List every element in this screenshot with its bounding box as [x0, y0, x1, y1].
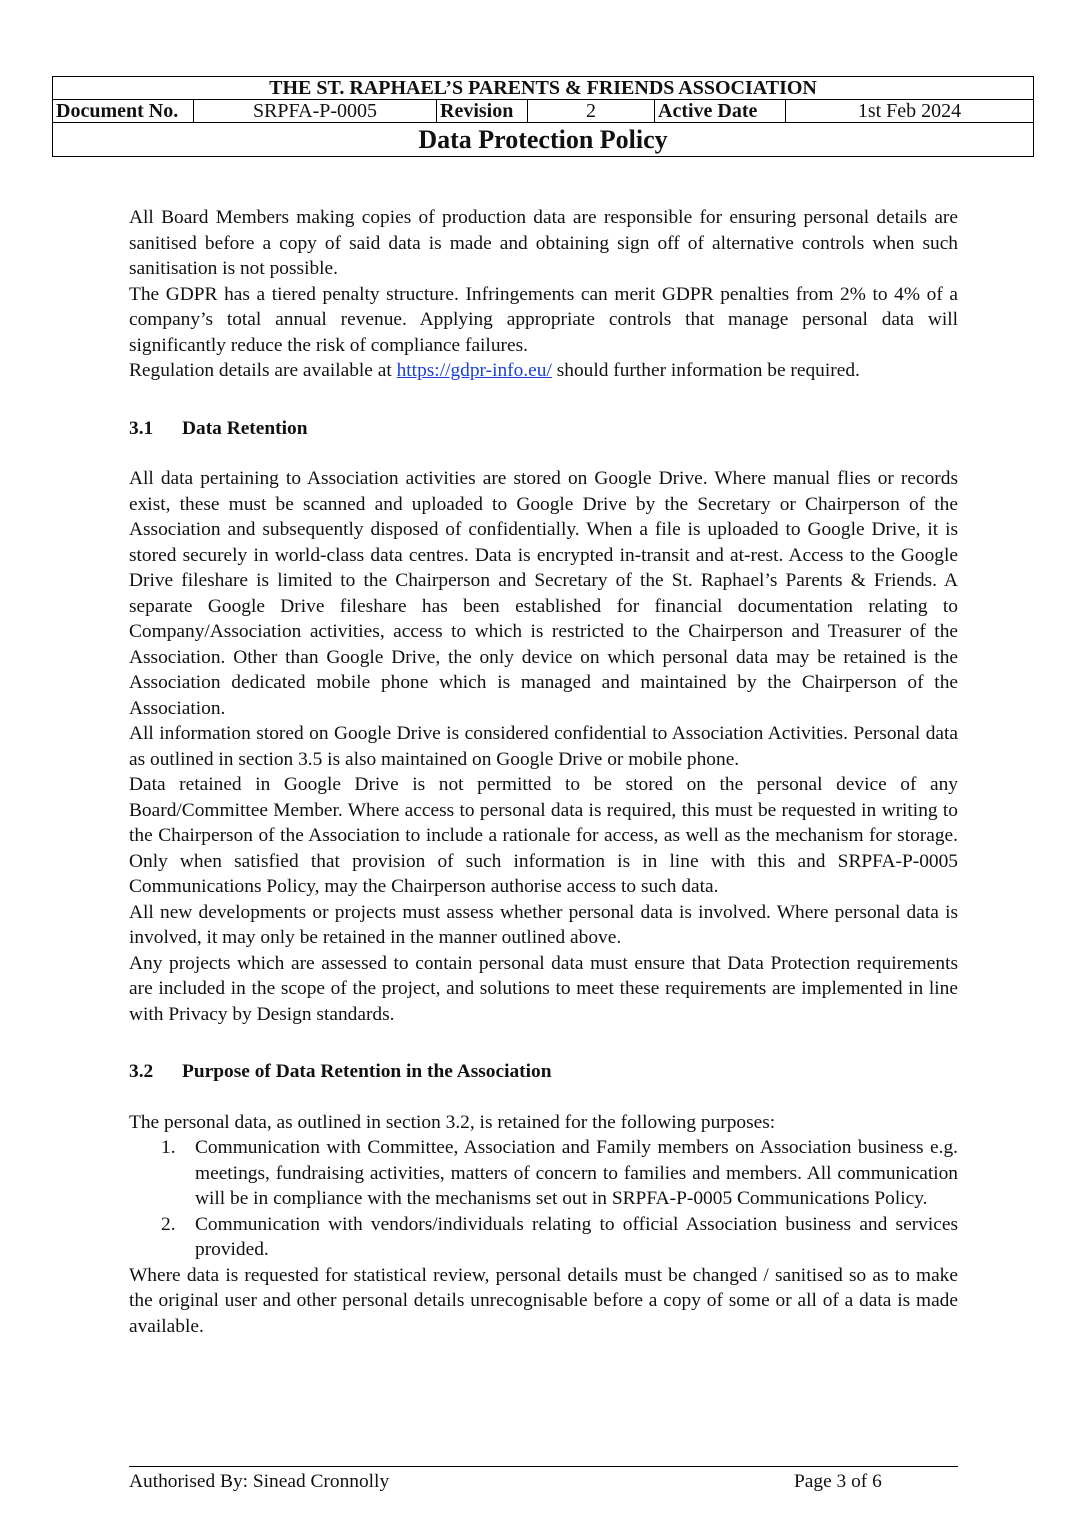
list-item-marker: 2. — [161, 1213, 176, 1235]
section-3-1-number: 3.1 — [129, 417, 154, 439]
footer-divider — [129, 1466, 958, 1467]
document-header-table — [52, 76, 1034, 157]
section-3-2-heading — [129, 1059, 958, 1085]
purpose-list — [129, 1135, 958, 1263]
intro-paragraph-1: All Board Members making copies of production data are responsible for ensuring personal details are sanitised before a copy of said data is made and obtaining sign off of alternative controls when such sanitisation is not possible. — [129, 207, 958, 279]
document-number-label: Document No. — [53, 100, 194, 123]
document-body — [129, 205, 958, 1339]
revision-value: 2 — [528, 100, 655, 123]
section-3-1-title: Data Retention — [182, 417, 308, 439]
document-title: Data Protection Policy — [53, 123, 1034, 157]
retention-paragraph-3: Data retained in Google Drive is not permitted to be stored on the personal device of any Board/Committee Member. Where access to personal data is required, this must be requested in writing to the Chairperson of the Association to include a rationale for access, as well as the mechanism for storage. Only when satisfied that provision of such information is in line with this and SRPFA-P-0005 Communications Policy, may the Chairperson authorise access to such data. — [129, 774, 958, 897]
section-3-1-heading — [129, 416, 958, 442]
gdpr-info-link[interactable]: https://gdpr-info.eu/ — [396, 360, 552, 381]
intro-text-before-link: Regulation details are available at — [129, 360, 397, 381]
intro-paragraph-2: The GDPR has a tiered penalty structure. Infringements can merit GDPR penalties from 2% to 4% of a company’s total annual revenue. Applying appropriate controls that manage personal data will significantly reduce the risk of compliance failures. — [129, 283, 958, 356]
footer-authorised-by: Authorised By: Sinead Cronnolly — [129, 1471, 390, 1492]
list-item-marker: 1. — [161, 1137, 176, 1158]
section-3-2-number: 3.2 — [129, 1061, 154, 1082]
purpose-closing-paragraph: Where data is requested for statistical review, personal details must be changed / sanitised so as to make the original user and other personal details unrecognisable before a copy of some or all of a data is made available. — [129, 1264, 958, 1337]
list-item — [161, 1212, 958, 1263]
list-item-text: Communication with vendors/individuals relating to official Association business and services provided. — [195, 1213, 958, 1260]
retention-paragraph-5: Any projects which are assessed to contain personal data must ensure that Data Protection requirements are included in the scope of the project, and solutions to meet these requirements are implemented in line with Privacy by Design standards. — [129, 952, 958, 1025]
active-date-label: Active Date — [655, 100, 786, 123]
footer-page-number: Page 3 of 6 — [794, 1471, 882, 1492]
list-item-text: Communication with Committee, Association and Family members on Association business e.g. meetings, fundraising activities, matters of concern to families and members. All communication will be in compliance with the mechanisms set out in SRPFA-P-0005 Communications Policy. — [195, 1137, 958, 1209]
retention-paragraph-1: All data pertaining to Association activities are stored on Google Drive. Where manual flies or records exist, these must be scanned and uploaded to Google Drive by the Secretary or Chairperson of the Association and subsequently disposed of confidentially. When a file is uploaded to Google Drive, it is stored securely in world-class data centres. Data is encrypted in-transit and at-rest. Access to the Google Drive fileshare is limited to the Chairperson and Secretary of the St. Raphael’s Parents & Friends. A separate Google Drive fileshare has been established for financial documentation relating to Company/Association activities, access to which is restricted to the Chairperson and Treasurer of the Association. Other than Google Drive, the only device on which personal data may be retained is the Association dedicated mobile phone which is managed and maintained by the Chairperson of the Association. — [129, 468, 958, 719]
section-3-2-title: Purpose of Data Retention in the Association — [182, 1061, 552, 1082]
organization-name: THE ST. RAPHAEL’S PARENTS & FRIENDS ASSOCIATION — [53, 77, 1034, 100]
purpose-intro: The personal data, as outlined in section 3.2, is retained for the following purposes: — [129, 1111, 776, 1133]
retention-paragraph-4: All new developments or projects must assess whether personal data is involved. Where personal data is involved, it may only be retained in the manner outlined above. — [129, 901, 958, 948]
revision-label: Revision — [437, 100, 528, 123]
document-number-value: SRPFA-P-0005 — [194, 100, 437, 123]
intro-text-after-link: should further information be required. — [551, 360, 860, 381]
list-item — [161, 1135, 958, 1212]
intro-paragraph-3 — [129, 358, 958, 384]
active-date-value: 1st Feb 2024 — [786, 100, 1034, 123]
retention-paragraph-2: All information stored on Google Drive is considered confidential to Association Activities. Personal data as outlined in section 3.5 is also maintained on Google Drive or mobile phone. — [129, 723, 958, 770]
